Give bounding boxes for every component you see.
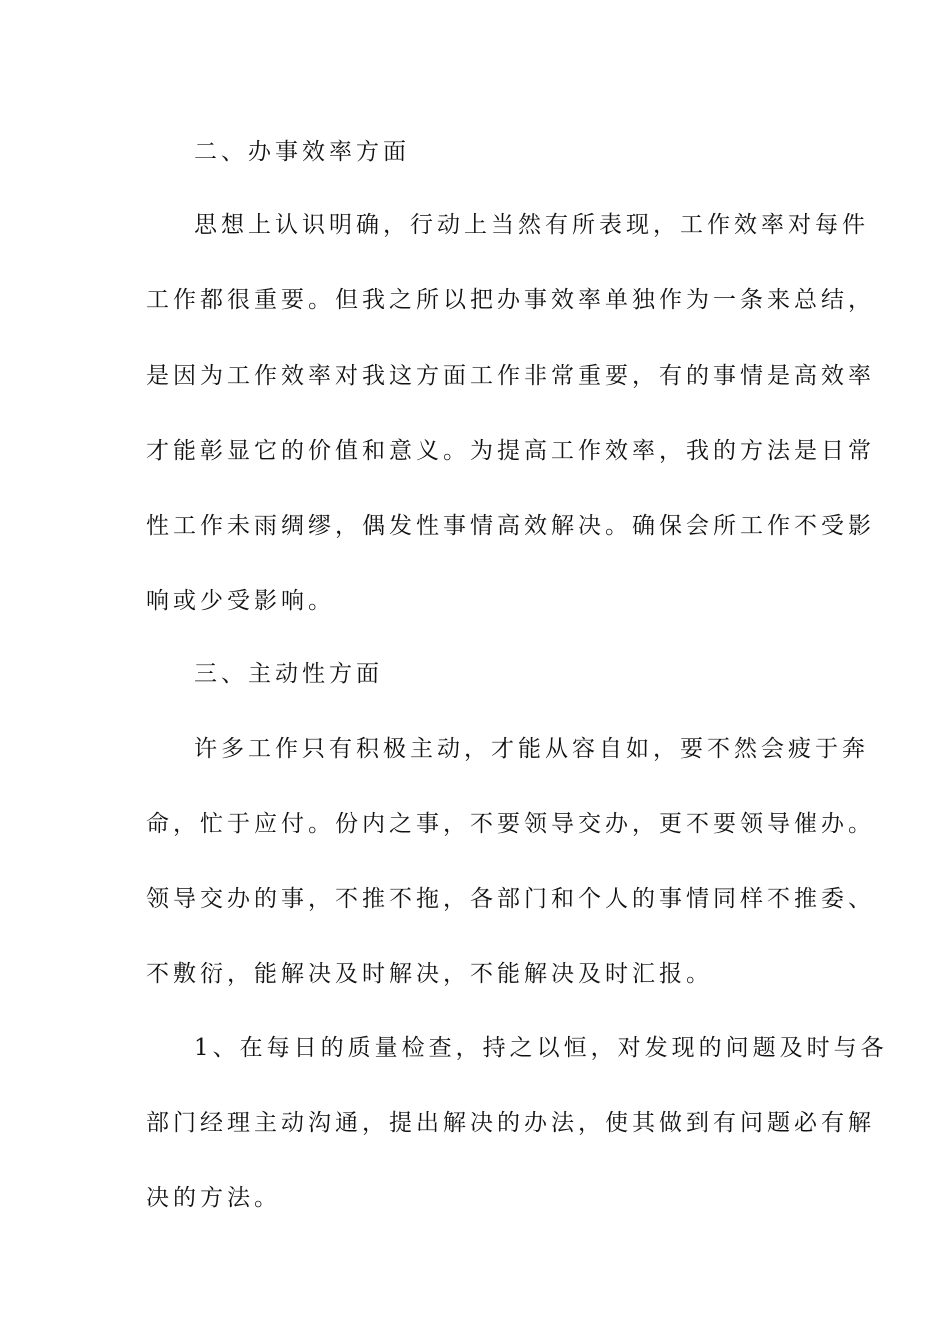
paragraph-line: 才能彰显它的价值和意义。为提高工作效率，我的方法是日常 — [146, 438, 875, 464]
paragraph-line: 思想上认识明确，行动上当然有所表现，工作效率对每件 — [194, 212, 869, 238]
paragraph-line: 是因为工作效率对我这方面工作非常重要，有的事情是高效率 — [146, 363, 875, 389]
section-heading-initiative: 三、主动性方面 — [194, 661, 383, 687]
paragraph-line: 不敷衍，能解决及时解决，不能解决及时汇报。 — [146, 961, 713, 987]
list-item-line: 部门经理主动沟通，提出解决的办法，使其做到有问题必有解 — [146, 1110, 875, 1136]
paragraph-line: 命，忙于应付。份内之事，不要领导交办，更不要领导催办。 — [146, 811, 875, 837]
paragraph-line: 工作都很重要。但我之所以把办事效率单独作为一条来总结， — [146, 287, 875, 313]
paragraph-line: 性工作未雨绸缪，偶发性事情高效解决。确保会所工作不受影 — [146, 513, 875, 539]
list-item-line: 1、在每日的质量检查，持之以恒，对发现的问题及时与各 — [194, 1035, 888, 1061]
section-heading-efficiency: 二、办事效率方面 — [194, 139, 410, 165]
paragraph-line: 响或少受影响。 — [146, 588, 335, 614]
paragraph-line: 许多工作只有积极主动，才能从容自如，要不然会疲于奔 — [194, 736, 869, 762]
list-item-line: 决的方法。 — [146, 1185, 281, 1211]
paragraph-line: 领导交办的事，不推不拖，各部门和个人的事情同样不推委、 — [146, 886, 875, 912]
